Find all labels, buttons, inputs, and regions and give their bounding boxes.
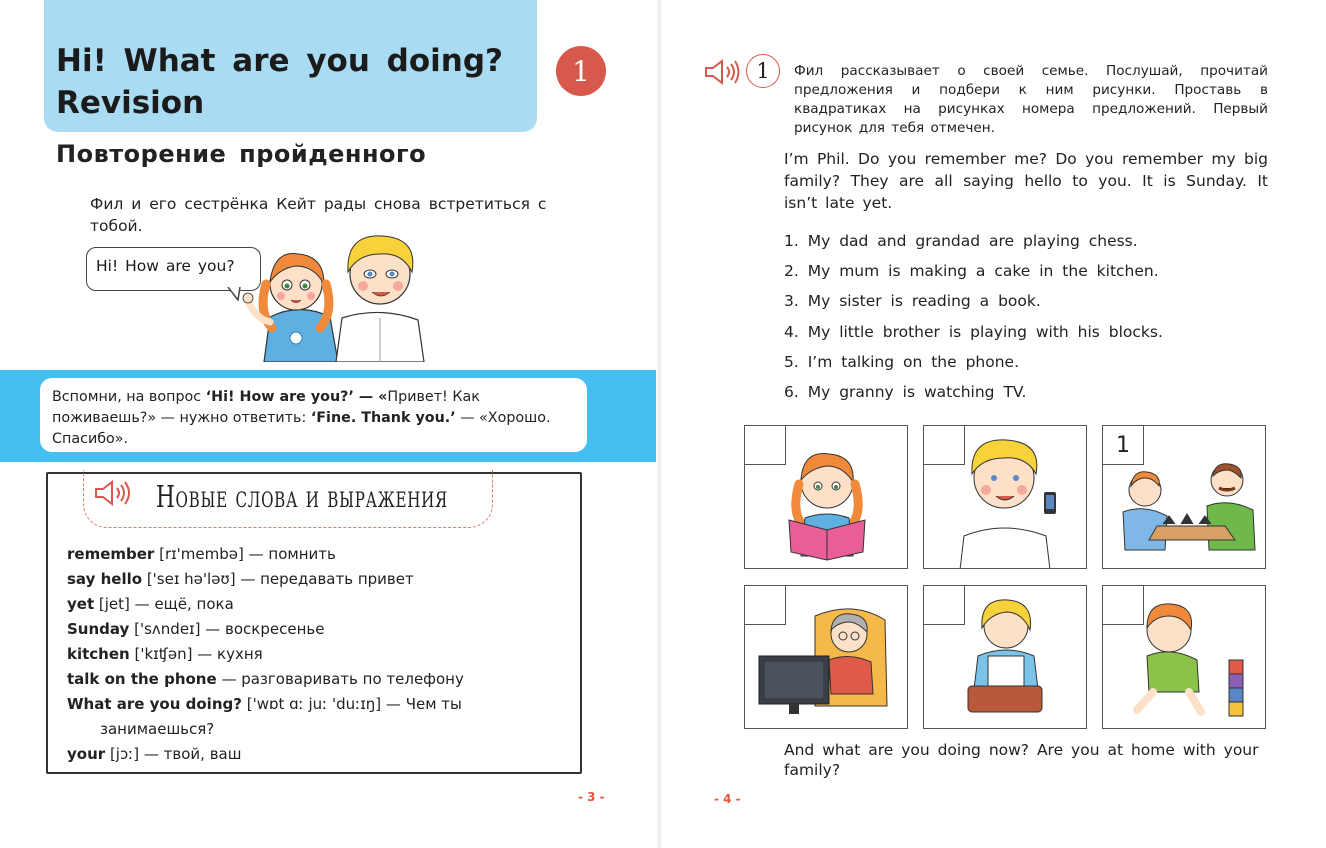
vocab-item — [67, 542, 567, 567]
vocab-transcription: ['seɪ hə'ləʊ] — [146, 570, 236, 588]
note-text: Вспомни, на вопрос — [52, 389, 206, 405]
vocab-translation: — разговаривать по телефону — [221, 670, 464, 688]
vocabulary-box — [46, 472, 582, 774]
sentence-item: 6. My granny is watching TV. — [784, 382, 1027, 401]
speech-bubble-text: Hi! How are you? — [96, 257, 235, 275]
task-instructions: Фил рассказывает о своей семье. Послушай, прочитай предложения и подбери к ним рисунки. Проставь в квадратиках на рисунках номера предложений. Первый рисунок для тебя отмечен. — [794, 63, 1268, 136]
picture-granny-tv — [744, 585, 908, 729]
picture-grid — [744, 425, 1266, 730]
picture-chess — [1102, 425, 1266, 569]
right-page — [662, 0, 1326, 848]
kids-illustration — [240, 222, 430, 362]
note-answer: ‘Fine. Thank you.’ — [310, 410, 456, 426]
vocab-item — [67, 692, 567, 717]
answer-box[interactable] — [923, 425, 965, 465]
vocabulary-header — [83, 470, 493, 528]
vocab-word: say hello — [67, 570, 143, 588]
vocab-translation: занимаешься? — [100, 720, 215, 738]
task-number: 1 — [746, 54, 780, 88]
vocab-transcription: [jɔː] — [109, 745, 140, 763]
vocab-transcription: ['sʌndeɪ] — [134, 620, 201, 638]
lesson-title: Hi! What are you doing? Revision — [56, 43, 504, 121]
note-text-2: Привет! Как поживаешь?» — нужно ответить: — [52, 389, 480, 426]
intro-text: Фил и его сестрёнка Кейт рады снова встретиться с тобой. — [90, 195, 547, 235]
reading-paragraph: I’m Phil. Do you remember me? Do you remember my big family? They are all saying hello to you. It is Sunday. It isn’t late yet. — [784, 150, 1268, 212]
vocabulary-title: Новые слова и выражения — [156, 480, 448, 515]
vocab-word: Sunday — [67, 620, 130, 638]
boy-figure — [336, 236, 424, 362]
vocab-item — [67, 742, 567, 767]
answer-box[interactable]: 1 — [1102, 425, 1144, 465]
answer-box[interactable] — [744, 425, 786, 465]
note-text-3: — «Хорошо. Спасибо». — [52, 410, 551, 447]
vocab-translation: — ещё, пока — [134, 595, 234, 613]
vocab-translation: — воскресенье — [205, 620, 325, 638]
vocab-transcription: [jet] — [98, 595, 130, 613]
speaker-icon[interactable] — [94, 480, 134, 506]
vocab-word: your — [67, 745, 106, 763]
vocab-translation: — передавать привет — [240, 570, 414, 588]
note-question: ‘Hi! How are you?’ — [205, 389, 354, 405]
vocab-word: remember — [67, 545, 155, 563]
vocab-translation: — кухня — [197, 645, 263, 663]
girl-figure — [243, 254, 338, 362]
audio-speaker-icon[interactable] — [704, 58, 742, 86]
picture-boy-phone — [923, 425, 1087, 569]
answer-box[interactable] — [1102, 585, 1144, 625]
note-box — [40, 378, 587, 452]
sentence-item: 2. My mum is making a cake in the kitchen. — [784, 262, 1159, 281]
speech-bubble — [86, 247, 261, 291]
sentence-item: 5. I’m talking on the phone. — [784, 352, 1020, 371]
vocab-word: yet — [67, 595, 95, 613]
sentence-item: 1. My dad and grandad are playing chess. — [784, 232, 1138, 250]
vocab-item — [67, 592, 567, 617]
vocab-translation: — Чем ты — [385, 695, 462, 713]
vocab-word: talk on the phone — [67, 670, 217, 688]
vocab-transcription: ['wɒt ɑː juː 'duːɪŋ] — [246, 695, 382, 713]
vocab-word: kitchen — [67, 645, 130, 663]
vocab-item — [67, 667, 567, 692]
unit-number-badge: 1 — [556, 46, 606, 96]
vocab-item — [67, 617, 567, 642]
note-dash: — « — [353, 389, 388, 405]
vocab-translation: — помнить — [248, 545, 336, 563]
vocab-transcription: [rɪ'membə] — [159, 545, 244, 563]
vocab-item-continuation — [67, 717, 567, 742]
lesson-subtitle: Повторение пройденного — [56, 140, 427, 168]
sentence-item: 3. My sister is reading a book. — [784, 292, 1041, 311]
vocab-translation: — твой, ваш — [143, 745, 242, 763]
left-page — [0, 0, 658, 848]
sentence-item: 4. My little brother is playing with his blocks. — [784, 322, 1163, 341]
vocab-item — [67, 642, 567, 667]
sentence-list — [784, 232, 1264, 413]
picture-mum-cake — [923, 585, 1087, 729]
vocab-item — [67, 567, 567, 592]
vocab-transcription: ['kɪʧən] — [134, 645, 193, 663]
picture-brother-blocks — [1102, 585, 1266, 729]
vocabulary-list — [67, 542, 567, 767]
page-number: - 4 - — [714, 792, 741, 806]
page-number: - 3 - — [578, 790, 605, 804]
picture-girl-reading — [744, 425, 908, 569]
answer-box[interactable] — [744, 585, 786, 625]
closing-question: And what are you doing now? Are you at home with your family? — [784, 741, 1259, 779]
answer-box[interactable] — [923, 585, 965, 625]
vocab-word: What are you doing? — [67, 695, 242, 713]
title-banner — [44, 0, 537, 132]
